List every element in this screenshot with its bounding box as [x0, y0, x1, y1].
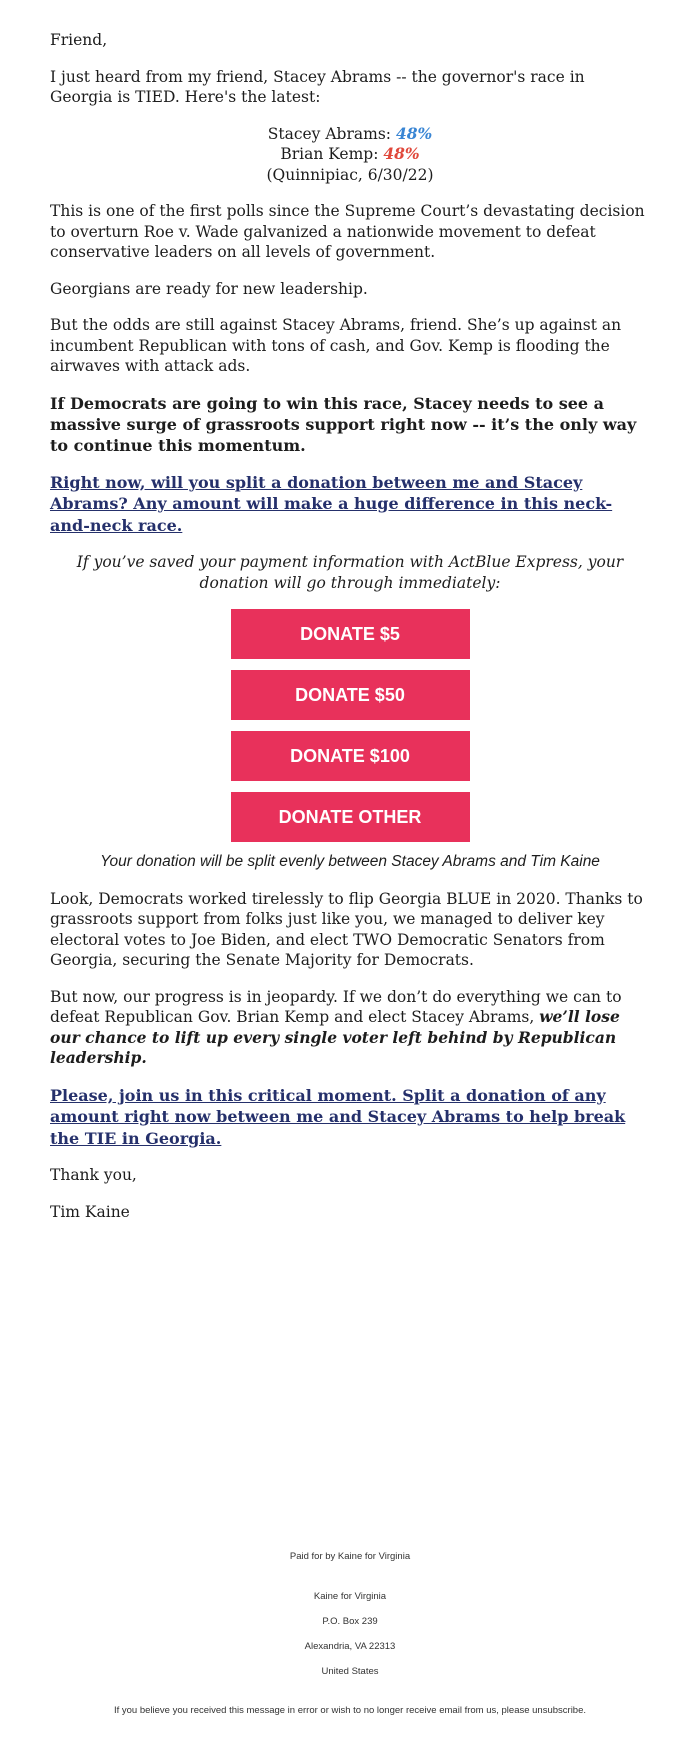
footer-country: United States	[321, 1666, 379, 1677]
paragraph-georgia-blue: Look, Democrats worked tirelessly to flip Georgia BLUE in 2020. Thanks to grassroots support from folks just like you, we managed to deliver key electoral votes to Joe Biden, and elect TWO Democratic Senators from Georgia, securing the Senate Majority for Democrats.	[50, 889, 643, 969]
paid-for-disclaimer: Paid for by Kaine for Virginia	[289, 1551, 411, 1562]
actblue-express-note: If you’ve saved your payment information with ActBlue Express, your donation will go through immediately:	[76, 553, 624, 592]
paragraph-jeopardy	[50, 987, 650, 1069]
footer-po-box: P.O. Box 239	[322, 1616, 378, 1627]
paragraph-roe: This is one of the first polls since the Supreme Court’s devastating decision to overturn Roe v. Wade galvanized a nationwide movement to defeat conservative leaders on all levels of government.	[50, 202, 645, 261]
poll-results	[50, 124, 650, 186]
email-body	[50, 0, 650, 1222]
signoff: Thank you,	[50, 1166, 137, 1184]
intro-paragraph: I just heard from my friend, Stacey Abrams -- the governor's race in Georgia is TIED. Here's the latest:	[50, 67, 585, 106]
footer-org: Kaine for Virginia	[313, 1591, 387, 1602]
split-note: Your donation will be split evenly between Stacey Abrams and Tim Kaine	[100, 853, 600, 870]
poll-label-kemp: Brian Kemp:	[280, 145, 379, 163]
donate-buttons	[50, 609, 650, 842]
join-us-link[interactable]: Please, join us in this critical moment. Split a donation of any amount right now between me and Stacey Abrams to help break the TIE in Georgia.	[50, 1085, 626, 1148]
greeting: Friend,	[50, 31, 108, 49]
poll-pct-abrams: 48%	[395, 123, 433, 143]
paragraph-odds: But the odds are still against Stacey Abrams, friend. She’s up against an incumbent Republican with tons of cash, and Gov. Kemp is flooding the airwaves with attack ads.	[50, 316, 622, 375]
poll-pct-kemp: 48%	[383, 144, 420, 163]
paragraph-leadership: Georgians are ready for new leadership.	[50, 279, 368, 298]
donate-split-link[interactable]: Right now, will you split a donation between me and Stacey Abrams? Any amount will make a huge difference in this neck-and-neck race.	[50, 472, 613, 535]
donate-100-button[interactable]: DONATE $100	[231, 731, 470, 781]
jeopardy-text: But now, our progress is in jeopardy. If we don’t do everything we can to defeat Republican Gov. Brian Kemp and elect Stacey Abrams,	[50, 987, 622, 1026]
poll-row-abrams	[50, 124, 650, 145]
footer	[0, 1550, 700, 1718]
paragraph-grassroots: If Democrats are going to win this race, Stacey needs to see a massive surge of grassroots support right now -- it’s the only way to continue this momentum.	[50, 393, 637, 455]
unsubscribe-notice[interactable]: If you believe you received this message in error or wish to no longer receive email from us, please unsubscribe.	[113, 1705, 587, 1716]
donate-other-button[interactable]: DONATE OTHER	[231, 792, 470, 842]
donate-5-button[interactable]: DONATE $5	[231, 609, 470, 659]
jeopardy-emphasis: we’ll lose our chance to lift up every single voter left behind by Republican leadership.	[50, 1007, 620, 1067]
signature: Tim Kaine	[50, 1202, 130, 1221]
donate-50-button[interactable]: DONATE $50	[231, 670, 470, 720]
poll-source: (Quinnipiac, 6/30/22)	[266, 165, 434, 184]
poll-label-abrams: Stacey Abrams:	[267, 124, 392, 143]
footer-city: Alexandria, VA 22313	[304, 1641, 396, 1652]
poll-row-kemp	[50, 144, 650, 165]
